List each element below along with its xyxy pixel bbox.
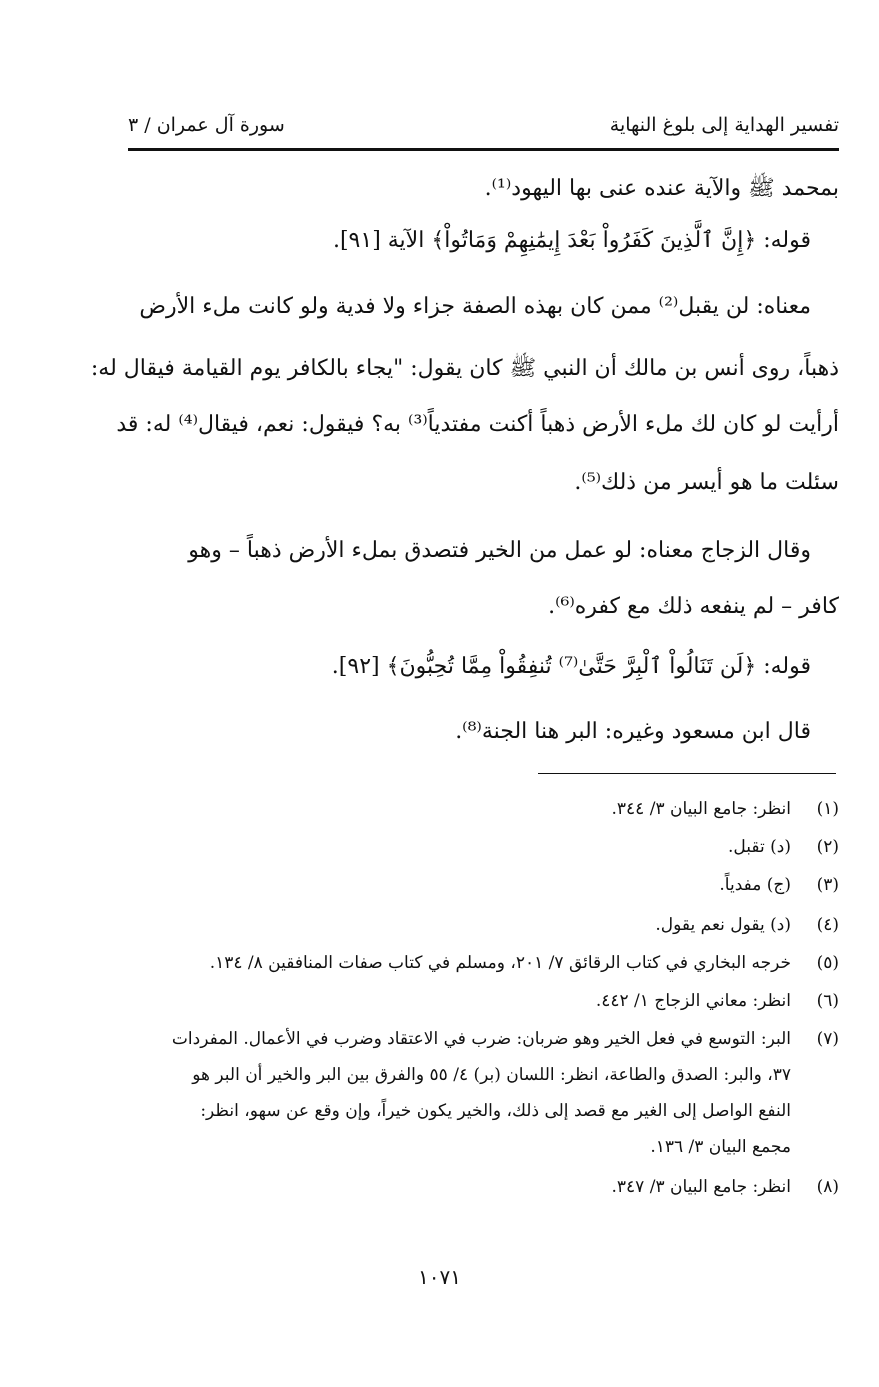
- footnote: [128, 1029, 839, 1049]
- footnote-text: (د) يقول نعم يقول.: [655, 915, 791, 935]
- text-line: ذهباً، روى أنس بن مالك أن النبي ﷺ كان يقول: "يجاء بالكافر يوم القيامة فيقال له:: [90, 356, 839, 381]
- text-line: قال ابن مسعود وغيره: البر هنا الجنة⁽⁸⁾.: [455, 719, 811, 744]
- text-line: بمحمد ﷺ والآية عنده عنى بها اليهود⁽¹⁾.: [484, 176, 839, 201]
- footnote-number: (٦): [816, 991, 839, 1011]
- running-header: [128, 108, 839, 148]
- text-line: معناه: لن يقبل⁽²⁾ ممن كان بهذه الصفة جزاء ولا فدية ولو كانت ملء الأرض: [139, 294, 811, 319]
- footnote-number: (٨): [816, 1177, 839, 1197]
- footnote-number: (٤): [816, 915, 839, 935]
- footnote: [128, 991, 839, 1011]
- footnote-text: (ج) مفدياً.: [719, 875, 791, 895]
- footnote-number: (٢): [816, 837, 839, 857]
- text-line: أرأيت لو كان لك ملء الأرض ذهباً أكنت مفتدياً⁽³⁾ به؟ فيقول: نعم، فيقال⁽⁴⁾ له: قد: [116, 412, 839, 437]
- footnote: [128, 799, 839, 819]
- footnote-continuation: ٣٧، والبر: الصدق والطاعة، انظر: اللسان (بر) ٤/ ٥٥ والفرق بين البر والخير أن البر هو: [192, 1065, 791, 1085]
- footnote: [128, 953, 839, 973]
- text-line: سئلت ما هو أيسر من ذلك⁽⁵⁾.: [574, 470, 839, 495]
- verse-line: قوله: ﴿إِنَّ ٱلَّذِينَ كَفَرُواْ بَعْدَ إِيمَٰنِهِمْ وَمَاتُواْ﴾ الآية [٩١].: [332, 228, 811, 253]
- footnote-text: انظر: جامع البيان ٣/ ٣٤٧.: [611, 1177, 791, 1197]
- surah-title: سورة آل عمران / ٣: [128, 114, 285, 136]
- footnote-text: (د) تقبل.: [728, 837, 791, 857]
- book-title: تفسير الهداية إلى بلوغ النهاية: [609, 114, 839, 136]
- footnote-divider: [538, 773, 836, 774]
- page-number: ١٠٧١: [418, 1265, 461, 1289]
- footnote-number: (٧): [816, 1029, 839, 1049]
- header-divider: [128, 148, 839, 151]
- footnote: [128, 1177, 839, 1197]
- verse-line: قوله: ﴿لَن تَنَالُواْ ٱلْبِرَّ حَتَّىٰ⁽⁷⁾ تُنفِقُواْ مِمَّا تُحِبُّونَ﴾ [٩٢].: [331, 654, 811, 679]
- footnote-continuation: النفع الواصل إلى الغير مع قصد إلى ذلك، والخير يكون خيراً، وإن وقع عن سهو، انظر:: [200, 1101, 791, 1121]
- footnote-continuation: مجمع البيان ٣/ ١٣٦.: [650, 1137, 791, 1157]
- footnote: [128, 875, 839, 895]
- footnote: [128, 915, 839, 935]
- footnote-text: البر: التوسع في فعل الخير وهو ضربان: ضرب في الاعتقاد وضرب في الأعمال. المفردات: [171, 1029, 791, 1049]
- footnote-number: (١): [816, 799, 839, 819]
- text-line: كافر – لم ينفعه ذلك مع كفره⁽⁶⁾.: [548, 594, 839, 619]
- footnote: [128, 837, 839, 857]
- footnote-number: (٣): [816, 875, 839, 895]
- footnote-number: (٥): [816, 953, 839, 973]
- text-line: وقال الزجاج معناه: لو عمل من الخير فتصدق بملء الأرض ذهباً – وهو: [188, 538, 811, 563]
- footnote-text: انظر: جامع البيان ٣/ ٣٤٤.: [611, 799, 791, 819]
- footnote-text: انظر: معاني الزجاج ١/ ٤٤٢.: [595, 991, 791, 1011]
- footnote-text: خرجه البخاري في كتاب الرقائق ٧/ ٢٠١، ومسلم في كتاب صفات المنافقين ٨/ ١٣٤.: [209, 953, 791, 973]
